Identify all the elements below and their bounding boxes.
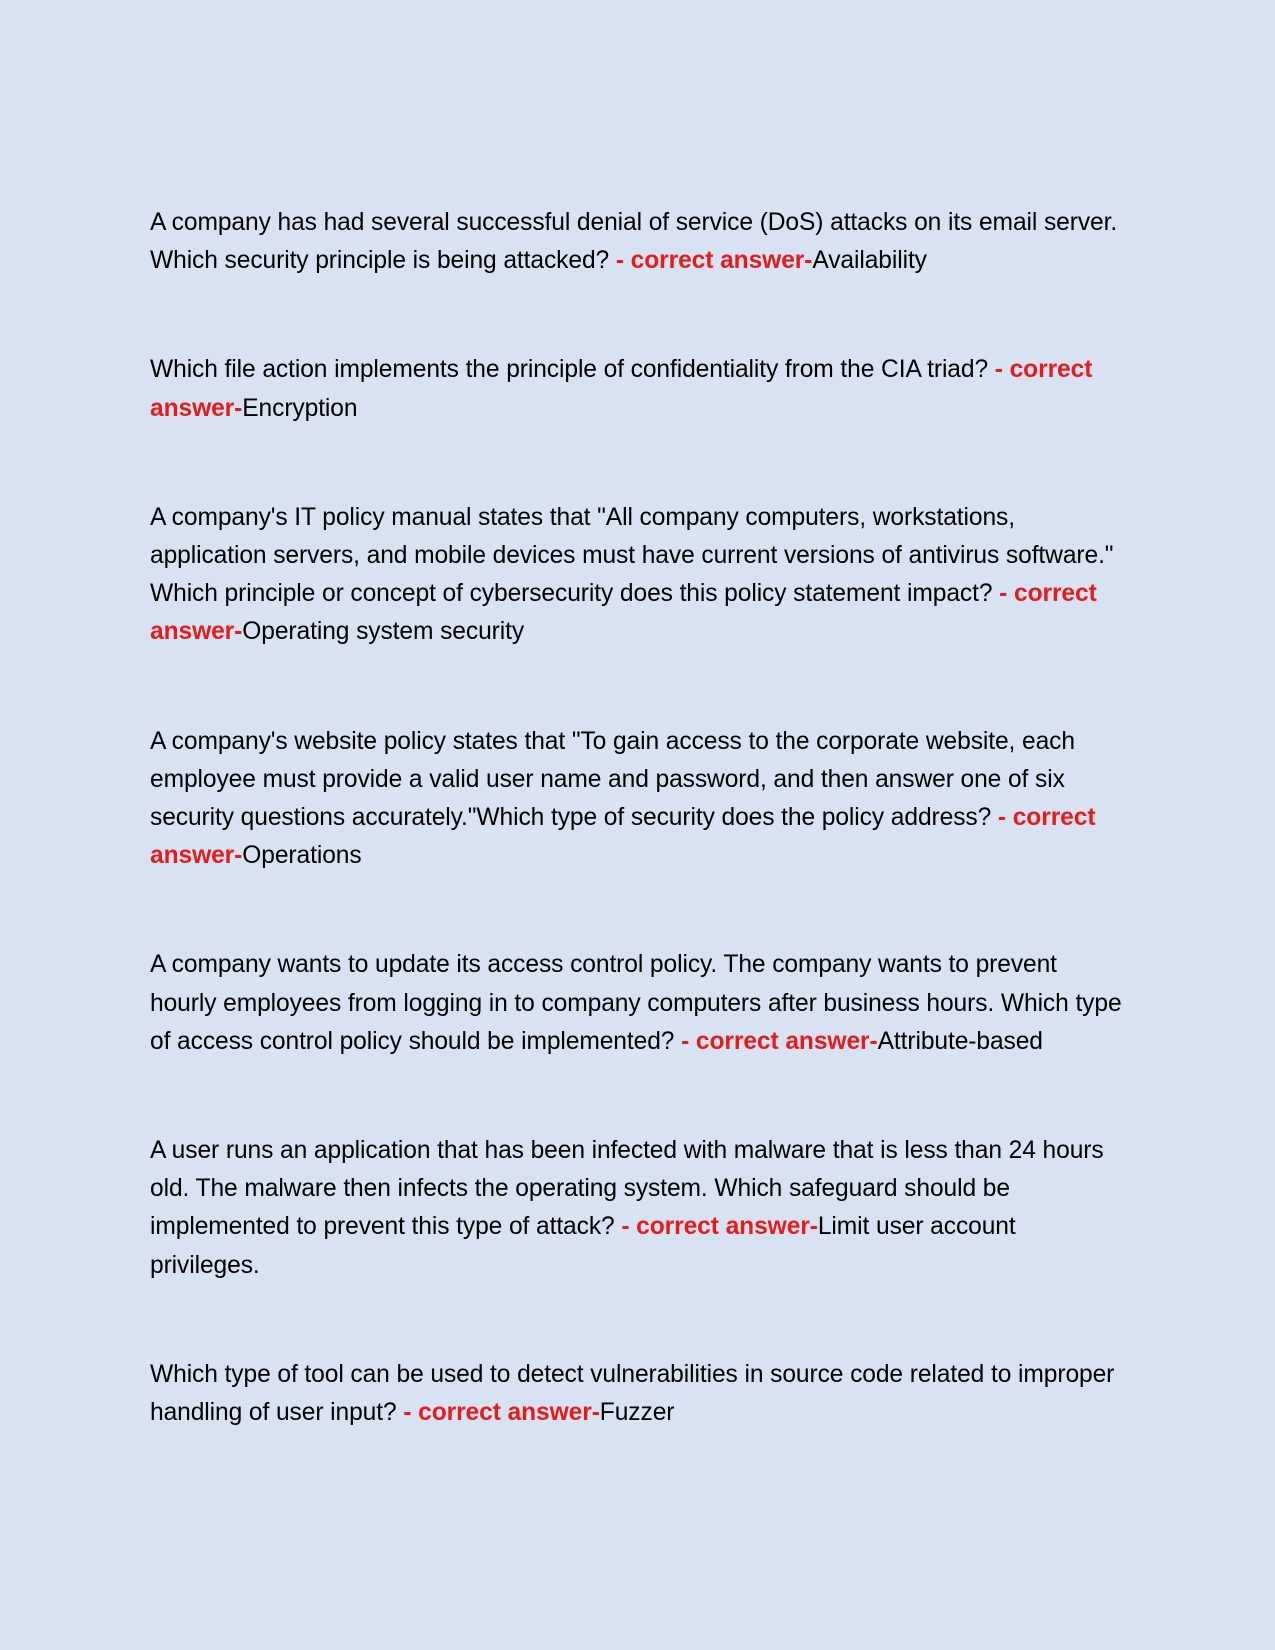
answer-text: Operating system security	[242, 618, 525, 646]
document-page	[150, 204, 1130, 1503]
correct-answer-marker: - correct answer-	[150, 804, 1096, 870]
answer-text: Availability	[812, 247, 927, 275]
answer-text: Limit user account privileges.	[150, 1213, 1016, 1279]
qa-item	[150, 351, 1130, 427]
question-text: Which file action implements the principle of confidentiality from the CIA triad?	[150, 356, 989, 384]
correct-answer-marker: - correct answer-	[150, 580, 1097, 646]
answer-text: Encryption	[242, 394, 358, 422]
correct-answer-marker: - correct answer-	[615, 247, 813, 275]
answer-text: Attribute-based	[877, 1027, 1043, 1055]
answer-text: Operations	[242, 842, 362, 870]
question-text: A company's IT policy manual states that "All company computers, workstations, application servers, and mobile devices must have current versions of antivirus software." Which principle or concept of cybersecurity does this policy statement impact?	[150, 503, 1114, 608]
qa-item	[150, 204, 1130, 280]
qa-item	[150, 946, 1130, 1061]
question-text: A user runs an application that has been infected with malware that is less than 24 hours old. The malware then infects the operating system. Which safeguard should be implemented to prevent this type of attack?	[150, 1137, 1104, 1241]
question-text: A company has had several successful denial of service (DoS) attacks on its email server. Which security principle is being attacked?	[150, 209, 1118, 275]
correct-answer-marker: - correct answer-	[681, 1027, 878, 1055]
correct-answer-marker: - correct answer-	[621, 1213, 818, 1241]
qa-item	[150, 1356, 1130, 1432]
answer-text: Fuzzer	[599, 1399, 675, 1427]
qa-item	[150, 1132, 1130, 1285]
qa-item	[150, 499, 1130, 652]
question-text: Which type of tool can be used to detect vulnerabilities in source code related to improper handling of user input?	[150, 1360, 1115, 1427]
question-text: A company's website policy states that "To gain access to the corporate website, each employee must provide a valid user name and password, and then answer one of six security questions accurately."Which type of security does the policy address?	[150, 727, 1075, 832]
correct-answer-marker: - correct answer-	[150, 356, 1093, 422]
question-text: A company wants to update its access control policy. The company wants to prevent hourly employees from logging in to company computers after business hours. Which type of access control policy should be implemented?	[150, 951, 1122, 1055]
qa-item	[150, 723, 1130, 876]
correct-answer-marker: - correct answer-	[403, 1399, 600, 1427]
